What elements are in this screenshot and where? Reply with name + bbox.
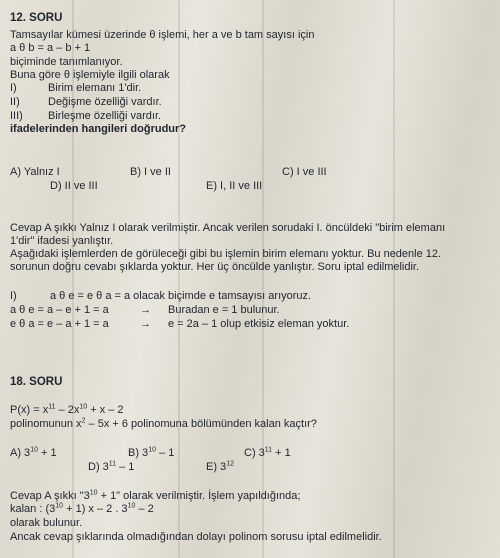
poly-exponent: 10 [79,403,88,411]
work-result: e = 2a – 1 olup etkisiz eleman yoktur. [168,318,350,330]
poly-text: polinomunun x [10,418,82,430]
explanation-line: Ancak cevap şıklarında olmadığından dolayı polinom sorusu iptal edilmelidir. [10,531,382,543]
explanation-line: Cevap A şıkkı Yalnız I olarak verilmiştir. Ancak verilen sorudaki I. öncüldeki "birim elemanı [10,222,446,234]
premise-text: Birim elemanı 1'dir. [48,82,142,94]
paper-fold [393,0,395,558]
question-12-stem: ifadelerinden hangileri doğrudur? [10,123,187,135]
explanation-line: Cevap A şıkkı "$3^{10} + 1$" olarak verilmiştir. İşlem yapıldığında; [10,489,301,502]
premise-text: Birleşme özelliği vardır. [48,110,162,122]
choice-e: E) I, II ve III [206,180,263,192]
work-line: a θ e = e θ a = a olacak biçimde e tamsayısı arıyoruz. [50,290,312,302]
choice-d: D) II ve III [50,180,98,192]
question-12-title: 12. SORU [10,12,63,24]
work-result: Buradan e = 1 bulunur. [168,304,280,316]
q12-line: biçiminde tanımlanıyor. [10,56,123,68]
choice-c: C) I ve III [282,166,327,178]
premise-number: I) [10,82,17,94]
work-equation: a θ e = a – e + 1 = a [10,304,109,316]
arrow-icon: → [140,304,151,316]
poly-exponent: 11 [48,403,56,411]
poly-exponent: 2 [81,417,86,425]
choice-c: C) $3^{11} + 1$ [244,446,291,459]
premise-number: II) [10,96,20,108]
work-number: I) [10,290,17,302]
work-equation: e θ a = e – a + 1 = a [10,318,109,330]
question-18-title: 18. SORU [10,376,63,388]
divisor-line [10,418,317,431]
poly-text: – 5x + 6 polinomuna bölümünden kalan kaçtır? [85,418,317,430]
paper-fold [262,0,264,558]
poly-text: – 2x [55,404,80,416]
premise-text: Değişme özelliği vardır. [48,96,162,108]
explanation-line: olarak bulunur. [10,517,83,529]
choice-d: D) $3^{11} - 1$ [88,460,135,473]
explanation-line: Aşağıdaki işlemlerden de görüleceği gibi bu işlemin birim elemanı yoktur. Bu nedenle 12. [10,248,442,260]
choice-e: E) $3^{12}$ [206,460,234,473]
choice-a: A) $3^{10} + 1$ [10,446,57,459]
q12-line: Buna göre θ işlemiyle ilgili olarak [10,69,170,81]
choice-b: B) I ve II [130,166,171,178]
poly-text: + x – 2 [87,404,124,416]
paper-fold [178,0,180,558]
polynomial-line [10,404,124,417]
explanation-line: sorunun doğru cevabı şıklarda yoktur. Her üç öncülde yanlıştır. Soru iptal edilmelidir. [10,261,420,273]
q12-line: a θ b = a – b + 1 [10,42,91,54]
premise-number: III) [10,110,23,122]
arrow-icon: → [140,318,151,330]
remainder-line: kalan : $(3^{10} + 1)$ x – 2 . $3^{10} - 2$ [10,502,154,515]
choice-a: A) Yalnız I [10,166,60,178]
q12-line: Tamsayılar kümesi üzerinde θ işlemi, her a ve b tam sayısı için [10,29,315,41]
choice-b: B) $3^{10} - 1$ [128,446,175,459]
poly-text: P(x) = x [10,404,49,416]
explanation-line: 1'dir" ifadesi yanlıştır. [10,235,114,247]
